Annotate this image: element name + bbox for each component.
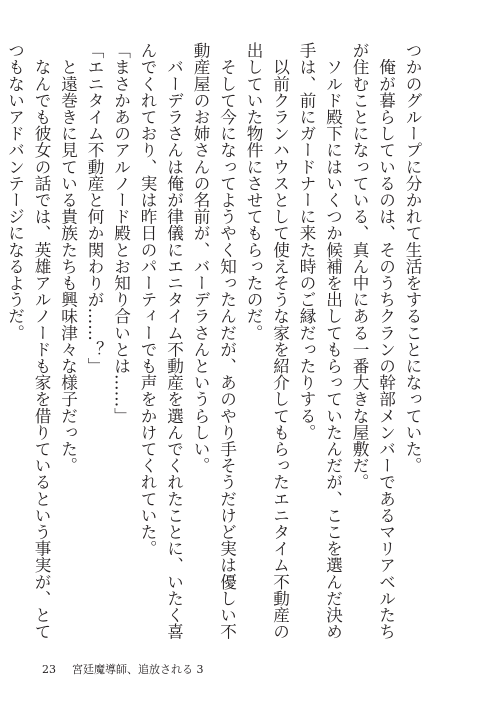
paragraph: ソルド殿下にはいくつか候補を出してもらっていたんだが、ここを選んだ決め手は、前にガードナーに来た時のご縁だったりする。 [297,42,343,640]
page-footer [42,661,204,677]
page-number: 23 [42,662,56,676]
vertical-text-body [5,42,425,644]
dialogue-line: 「エニタイム不動産と何か関わりが……？」 [85,42,104,374]
paragraph: なんでも彼女の話では、英雄アルノードも家を借りているという事実が、とてつもないアドバンテージになるようだ。 [5,42,51,640]
paragraph [0,42,1,644]
paragraph: 以前クランハウスとして使えそうな家を紹介してもらったエニタイム不動産の出していた物件にさせてもらったのだ。 [244,42,290,640]
paragraph: と遠巻きに見ている貴族たちも興味津々な様子だった。 [58,42,78,474]
dialogue-line: 「まさかあのアルノード殿とお知り合いとは……」 [111,42,131,424]
paragraph: バーデラさんは俺が律儀にエニタイム不動産を選んでくれたことに、いたく喜んでくれており、実は昨日のパーティーでも声をかけてくれていた。 [138,42,184,640]
paragraph: つかのグループに分かれて生活をすることになっていた。 [403,42,422,474]
running-title: 宮廷魔導師、追放される 3 [72,663,204,676]
paragraph: そして今になってようやく知ったんだが、あのやり手そうだけど実は優しい不動産屋のお姉さんの名前が、バーデラさんというらしい。 [191,42,237,640]
paragraph: 俺が暮らしているのは、そのうちクランの幹部メンバーであるマリアベルたちが住むことになっている、真ん中にある一番大きな屋敷だ。 [350,42,396,640]
